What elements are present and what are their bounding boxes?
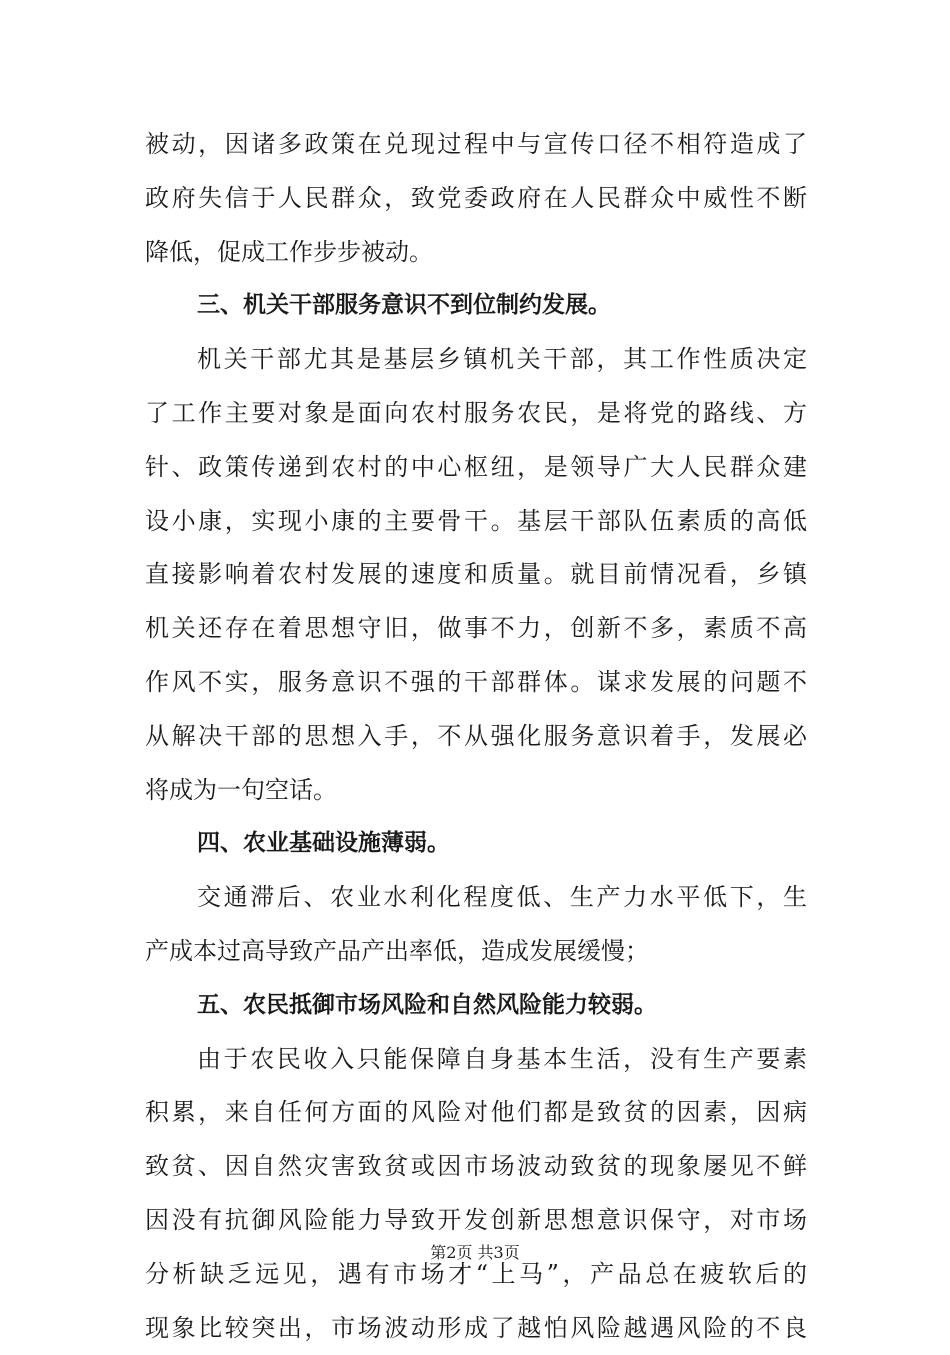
body-line: 了工作主要对象是面向农村服务农民，是将党的路线、方 — [145, 398, 807, 427]
page-number-footer: 第2页 共3页 — [430, 1243, 520, 1262]
body-line: 设小康，实现小康的主要骨干。基层干部队伍素质的高低 — [145, 506, 807, 535]
body-line: 交通滞后、农业水利化程度低、生产力水平低下，生 — [197, 883, 807, 912]
body-line: 作风不实，服务意识不强的干部群体。谋求发展的问题不 — [145, 667, 807, 696]
body-line: 将成为一句空话。 — [145, 775, 337, 804]
document-body — [145, 118, 807, 1355]
body-line: 致贫、因自然灾害致贫或因市场波动致贫的现象屡见不鲜 — [145, 1152, 807, 1181]
body-line: 由于农民收入只能保障自身基本生活，没有生产要素 — [197, 1044, 807, 1073]
body-line: 降低，促成工作步步被动。 — [145, 237, 433, 266]
body-line: 政府失信于人民群众，致党委政府在人民群众中威性不断 — [145, 183, 807, 212]
body-line: 分析缺乏远见，遇有市场才“上马”，产品总在疲软后的 — [145, 1259, 807, 1288]
body-line: 针、政策传递到农村的中心枢纽，是领导广大人民群众建 — [145, 452, 807, 481]
section-heading: 五、农民抵御市场风险和自然风险能力较弱。 — [197, 991, 657, 1018]
body-line: 机关干部尤其是基层乡镇机关干部，其工作性质决定 — [197, 345, 807, 374]
body-line: 从解决干部的思想入手，不从强化服务意识着手，发展必 — [145, 721, 807, 750]
body-line: 因没有抗御风险能力导致开发创新思想意识保守，对市场 — [145, 1205, 807, 1234]
body-line: 机关还存在着思想守旧，做事不力，创新不多，素质不高 — [145, 614, 807, 643]
section-heading: 四、农业基础设施薄弱。 — [197, 830, 450, 857]
section-heading: 三、机关干部服务意识不到位制约发展。 — [197, 292, 611, 319]
body-line: 直接影响着农村发展的速度和质量。就目前情况看，乡镇 — [145, 560, 807, 589]
body-line: 现象比较突出，市场波动形成了越怕风险越遇风险的不良 — [145, 1313, 807, 1342]
body-line: 积累，来自任何方面的风险对他们都是致贫的因素，因病 — [145, 1098, 807, 1127]
body-line: 产成本过高导致产品产出率低，造成发展缓慢； — [145, 936, 649, 965]
body-line: 被动，因诸多政策在兑现过程中与宣传口径不相符造成了 — [145, 130, 807, 158]
